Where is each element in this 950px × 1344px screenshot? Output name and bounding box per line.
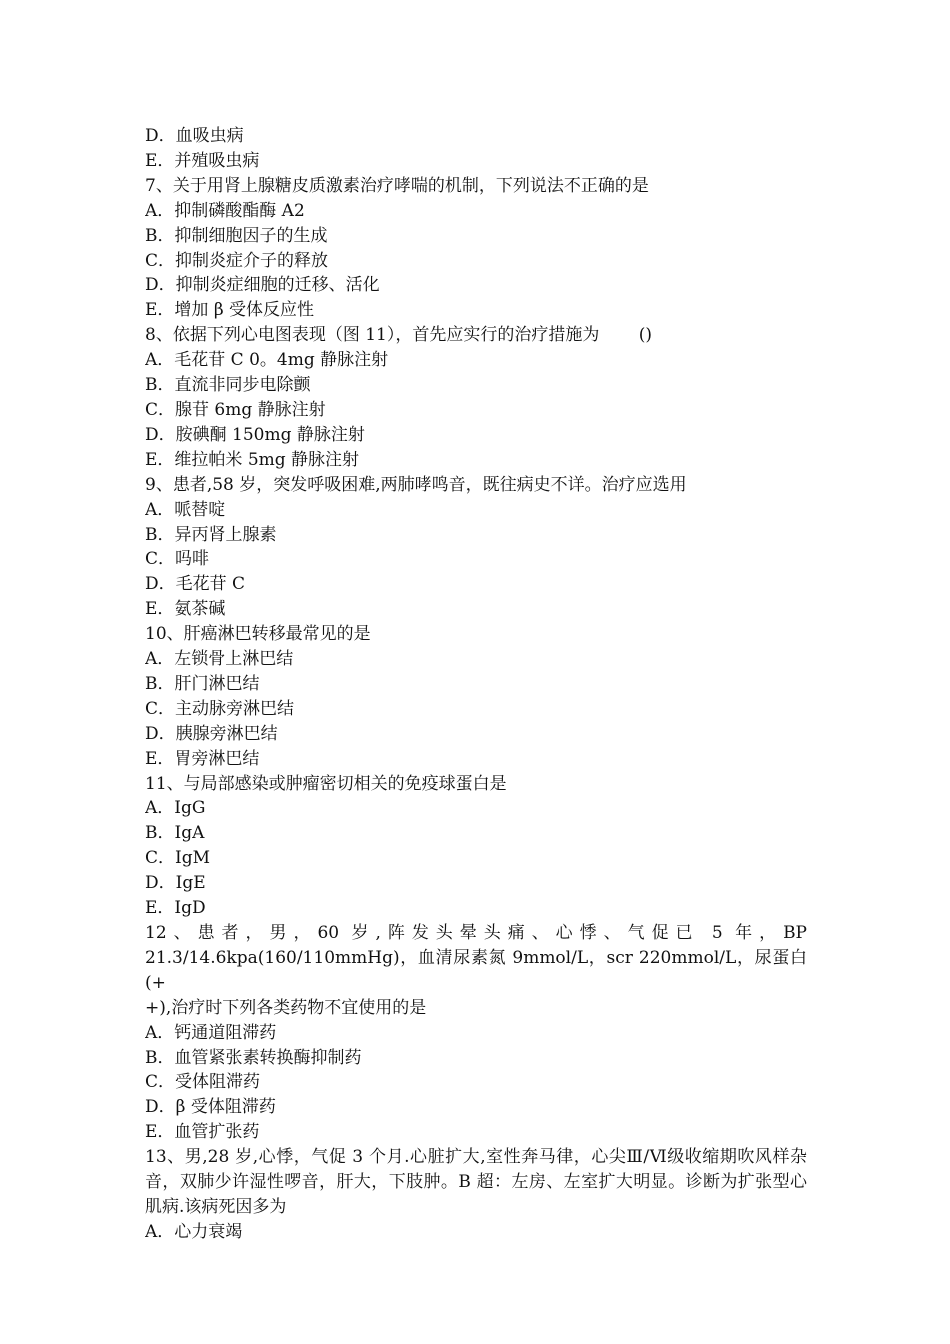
- document-page: [145, 124, 807, 1245]
- q12-option-e: E．血管扩张药: [145, 1122, 260, 1143]
- q7-option-e: E．增加 β 受体反应性: [145, 300, 315, 321]
- q12-option-c: C．受体阻滞药: [145, 1072, 261, 1093]
- question-8: 8、依据下列心电图表现（图 11），首先应实行的治疗措施为 (): [145, 325, 653, 346]
- q11-option-d: D．IgE: [145, 873, 206, 894]
- q8-option-a: A．毛花苷 C 0。4mg 静脉注射: [145, 350, 389, 371]
- q8-option-d: D．胺碘酮 150mg 静脉注射: [145, 424, 365, 445]
- question-9: 9、患者,58 岁，突发呼吸困难,两肺哮鸣音，既往病史不详。治疗应选用: [145, 474, 687, 495]
- q11-option-a: A．IgG: [145, 798, 206, 819]
- q9-option-a: A．哌替啶: [145, 499, 226, 520]
- q8-option-c: C．腺苷 6mg 静脉注射: [145, 399, 326, 420]
- option-e-paragonimiasis: E．并殖吸虫病: [145, 150, 260, 171]
- q13-option-a: A．心力衰竭: [145, 1221, 243, 1242]
- q9-option-e: E．氨茶碱: [145, 599, 226, 620]
- option-d-schistosomiasis: D．血吸虫病: [145, 126, 244, 146]
- question-13: 13、男,28 岁,心悸，气促 3 个月.心脏扩大,室性奔马律，心尖Ⅲ/Ⅵ级收缩期吹风样杂音，双肺少许湿性啰音，肝大，下肢肿。B 超：左房、左室扩大明显。诊断为扩张型心肌病.该病死因多为: [145, 1147, 807, 1217]
- q10-option-a: A．左锁骨上淋巴结: [145, 649, 294, 670]
- q12-option-b: B．血管紧张素转换酶抑制药: [145, 1047, 362, 1068]
- q10-option-b: B．肝门淋巴结: [145, 673, 260, 694]
- q11-option-c: C．IgM: [145, 848, 211, 869]
- q11-option-e: E．IgD: [145, 898, 206, 919]
- q12-option-a: A．钙通道阻滞药: [145, 1022, 277, 1043]
- q10-option-d: D．胰腺旁淋巴结: [145, 723, 278, 744]
- q7-option-b: B．抑制细胞因子的生成: [145, 225, 328, 246]
- q7-option-c: C．抑制炎症介子的释放: [145, 250, 329, 271]
- q9-option-d: D．毛花苷 C: [145, 574, 246, 595]
- q9-option-c: C．吗啡: [145, 549, 210, 570]
- question-7: 7、关于用肾上腺糖皮质激素治疗哮喘的机制，下列说法不正确的是: [145, 175, 649, 196]
- q11-option-b: B．IgA: [145, 823, 205, 844]
- question-12-line-3: +),治疗时下列各类药物不宜使用的是: [145, 997, 427, 1018]
- question-12-line-1: 12、患者，男，60 岁,阵发头晕头痛、心悸、气促已 5 年，BP: [145, 923, 807, 943]
- question-12-line-2: 21.3/14.6kpa(160/110mmHg)，血清尿素氮 9mmol/L，scr 220mmol/L，尿蛋白(+: [145, 947, 807, 993]
- q10-option-c: C．主动脉旁淋巴结: [145, 698, 295, 719]
- q8-option-b: B．直流非同步电除颤: [145, 375, 311, 396]
- q8-option-e: E．维拉帕米 5mg 静脉注射: [145, 449, 360, 470]
- q9-option-b: B．异丙肾上腺素: [145, 524, 277, 545]
- q7-option-d: D．抑制炎症细胞的迁移、活化: [145, 275, 380, 296]
- q12-option-d: D．β 受体阻滞药: [145, 1097, 276, 1118]
- q7-option-a: A．抑制磷酸酯酶 A2: [145, 200, 305, 221]
- question-11: 11、与局部感染或肿瘤密切相关的免疫球蛋白是: [145, 773, 507, 794]
- question-10: 10、肝癌淋巴转移最常见的是: [145, 624, 371, 645]
- q10-option-e: E．胃旁淋巴结: [145, 748, 260, 769]
